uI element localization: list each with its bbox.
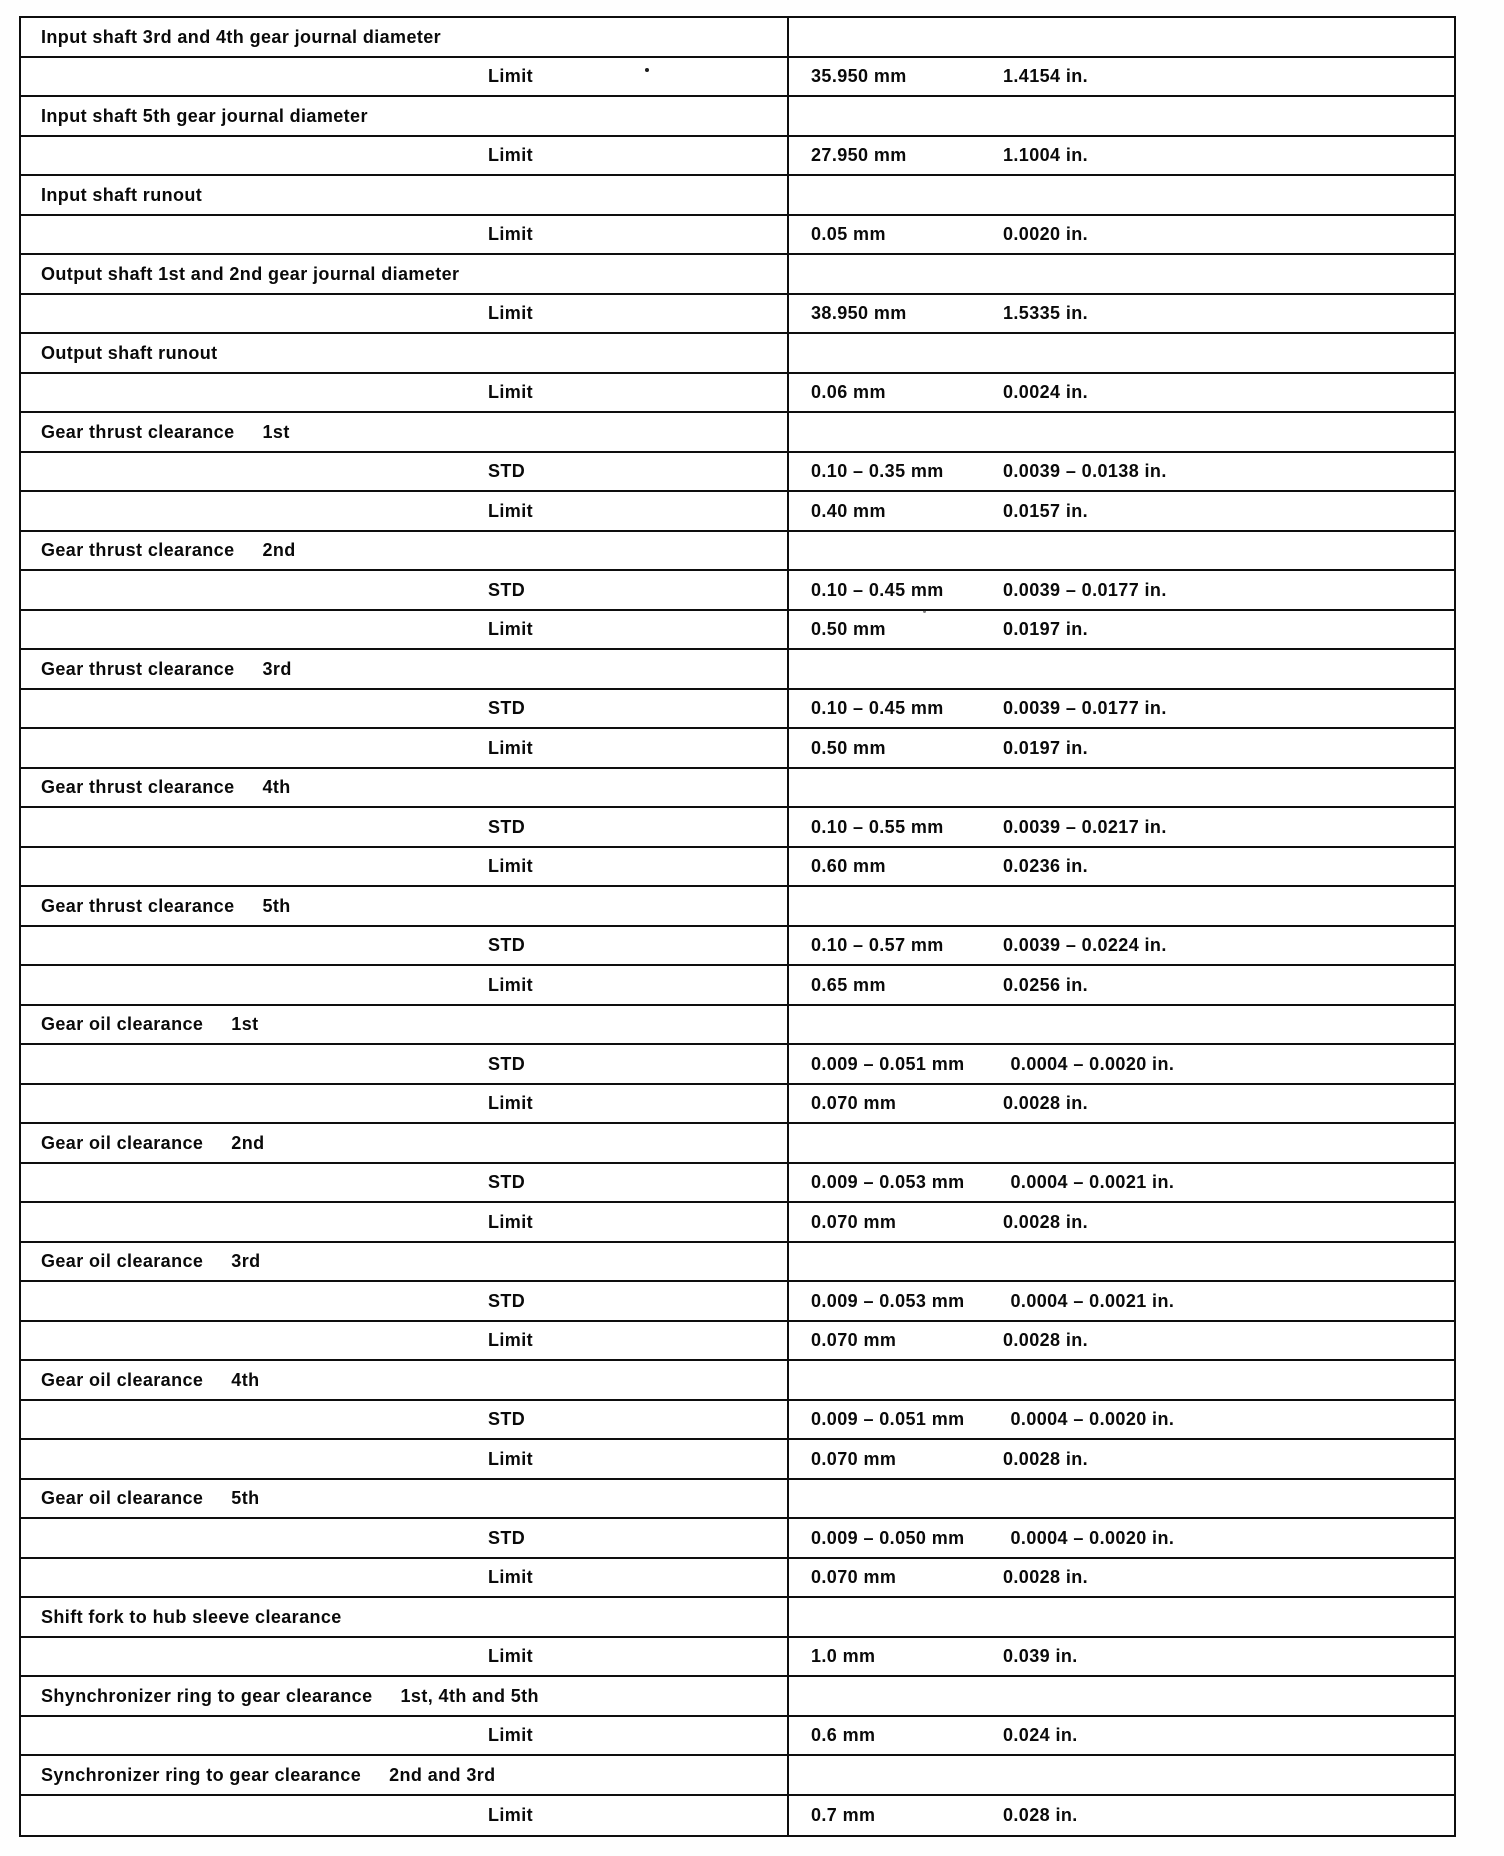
spec-kind-cell bbox=[21, 690, 789, 728]
empty-value-cell bbox=[789, 532, 1454, 570]
section-header-cell bbox=[21, 97, 789, 135]
spec-kind-label: STD bbox=[488, 935, 526, 956]
section-header-cell bbox=[21, 650, 789, 688]
spec-row bbox=[21, 1440, 1454, 1480]
empty-value-cell bbox=[789, 97, 1454, 135]
spec-value-in: 0.0197 in. bbox=[1003, 737, 1089, 758]
spec-value-cell bbox=[789, 58, 1454, 96]
spec-value-in: 0.0004 – 0.0021 in. bbox=[1010, 1172, 1175, 1193]
section-variant-label: 2nd bbox=[262, 540, 296, 561]
spec-value-in: 0.0024 in. bbox=[1003, 382, 1089, 403]
spec-kind-cell bbox=[21, 492, 789, 530]
spec-kind-cell bbox=[21, 295, 789, 333]
spec-kind-cell bbox=[21, 808, 789, 846]
spec-kind-label: Limit bbox=[488, 500, 533, 521]
spec-row bbox=[21, 611, 1454, 651]
section-variant-label: 1st bbox=[262, 421, 290, 442]
spec-value-mm: 0.50 mm bbox=[811, 619, 886, 640]
spec-value-in: 0.0004 – 0.0021 in. bbox=[1010, 1290, 1175, 1311]
section-variant-label: 3rd bbox=[262, 658, 292, 679]
section-variant-label: 5th bbox=[262, 895, 291, 916]
spec-row bbox=[21, 137, 1454, 177]
spec-kind-label: Limit bbox=[488, 66, 533, 87]
section-label: Gear oil clearance bbox=[41, 1488, 204, 1509]
section-header-cell bbox=[21, 1677, 789, 1715]
spec-value-in: 0.0039 – 0.0217 in. bbox=[1003, 816, 1167, 837]
transmission-spec-table bbox=[19, 16, 1456, 1837]
section-label: Synchronizer ring to gear clearance bbox=[41, 1764, 362, 1785]
empty-value-cell bbox=[789, 18, 1454, 56]
spec-kind-cell bbox=[21, 611, 789, 649]
spec-value-in: 0.0028 in. bbox=[1003, 1567, 1089, 1588]
section-header-row bbox=[21, 413, 1454, 453]
section-header-row bbox=[21, 334, 1454, 374]
empty-value-cell bbox=[789, 1361, 1454, 1399]
spec-value-cell bbox=[789, 1638, 1454, 1676]
spec-value-cell bbox=[789, 1519, 1454, 1557]
spec-value-cell bbox=[789, 611, 1454, 649]
spec-kind-label: STD bbox=[488, 1172, 526, 1193]
spec-value-in: 0.0236 in. bbox=[1003, 856, 1089, 877]
spec-value-cell bbox=[789, 453, 1454, 491]
spec-value-mm: 0.10 – 0.57 mm bbox=[811, 935, 944, 956]
empty-value-cell bbox=[789, 769, 1454, 807]
spec-value-mm: 0.070 mm bbox=[811, 1567, 897, 1588]
spec-value-mm: 0.10 – 0.45 mm bbox=[811, 698, 944, 719]
spec-kind-label: Limit bbox=[488, 303, 533, 324]
section-label: Gear oil clearance bbox=[41, 1251, 204, 1272]
spec-kind-cell bbox=[21, 374, 789, 412]
section-header-row bbox=[21, 532, 1454, 572]
section-variant-label: 4th bbox=[262, 777, 291, 798]
spec-kind-label: Limit bbox=[488, 619, 533, 640]
empty-value-cell bbox=[789, 413, 1454, 451]
spec-kind-label: STD bbox=[488, 579, 526, 600]
section-label: Input shaft runout bbox=[41, 184, 203, 205]
spec-kind-cell bbox=[21, 1559, 789, 1597]
spec-value-in: 0.0004 – 0.0020 in. bbox=[1010, 1527, 1175, 1548]
spec-row bbox=[21, 848, 1454, 888]
empty-value-cell bbox=[789, 1756, 1454, 1794]
section-header-row bbox=[21, 97, 1454, 137]
empty-value-cell bbox=[789, 1480, 1454, 1518]
spec-value-mm: 0.10 – 0.55 mm bbox=[811, 816, 944, 837]
section-header-row bbox=[21, 1361, 1454, 1401]
section-variant-label: 1st bbox=[231, 1014, 259, 1035]
spec-row bbox=[21, 216, 1454, 256]
spec-kind-cell bbox=[21, 1322, 789, 1360]
spec-kind-label: Limit bbox=[488, 224, 533, 245]
spec-kind-cell bbox=[21, 1085, 789, 1123]
spec-row bbox=[21, 58, 1454, 98]
spec-kind-label: Limit bbox=[488, 1805, 533, 1826]
spec-row bbox=[21, 571, 1454, 611]
spec-row bbox=[21, 1519, 1454, 1559]
section-label: Gear oil clearance bbox=[41, 1014, 204, 1035]
spec-value-mm: 0.070 mm bbox=[811, 1448, 897, 1469]
spec-kind-label: STD bbox=[488, 461, 526, 482]
spec-kind-label: Limit bbox=[488, 1093, 533, 1114]
empty-value-cell bbox=[789, 887, 1454, 925]
section-label: Input shaft 5th gear journal diameter bbox=[41, 105, 368, 126]
section-header-cell bbox=[21, 1243, 789, 1281]
spec-kind-cell bbox=[21, 571, 789, 609]
spec-kind-label: Limit bbox=[488, 1567, 533, 1588]
section-label: Output shaft 1st and 2nd gear journal diameter bbox=[41, 263, 460, 284]
spec-kind-cell bbox=[21, 453, 789, 491]
spec-value-in: 1.4154 in. bbox=[1003, 66, 1089, 87]
spec-value-in: 0.028 in. bbox=[1003, 1805, 1078, 1826]
spec-value-in: 0.0039 – 0.0177 in. bbox=[1003, 698, 1167, 719]
spec-value-mm: 0.06 mm bbox=[811, 382, 886, 403]
spec-row bbox=[21, 1085, 1454, 1125]
empty-value-cell bbox=[789, 1006, 1454, 1044]
spec-value-cell bbox=[789, 216, 1454, 254]
section-label: Gear thrust clearance bbox=[41, 777, 235, 798]
spec-row bbox=[21, 927, 1454, 967]
scan-speck bbox=[645, 68, 649, 72]
section-variant-label: 1st, 4th and 5th bbox=[400, 1685, 539, 1706]
spec-kind-cell bbox=[21, 1282, 789, 1320]
section-header-cell bbox=[21, 1361, 789, 1399]
empty-value-cell bbox=[789, 650, 1454, 688]
spec-value-in: 0.0028 in. bbox=[1003, 1093, 1089, 1114]
spec-value-cell bbox=[789, 137, 1454, 175]
section-header-cell bbox=[21, 1480, 789, 1518]
section-variant-label: 4th bbox=[231, 1369, 260, 1390]
spec-value-mm: 1.0 mm bbox=[811, 1646, 876, 1667]
spec-kind-cell bbox=[21, 1796, 789, 1836]
section-label: Gear thrust clearance bbox=[41, 540, 235, 561]
spec-value-mm: 0.50 mm bbox=[811, 737, 886, 758]
spec-kind-label: Limit bbox=[488, 1725, 533, 1746]
section-label: Output shaft runout bbox=[41, 342, 218, 363]
spec-row bbox=[21, 808, 1454, 848]
spec-value-in: 0.0256 in. bbox=[1003, 974, 1089, 995]
section-variant-label: 2nd bbox=[231, 1132, 265, 1153]
spec-value-mm: 0.009 – 0.051 mm bbox=[811, 1053, 965, 1074]
spec-row bbox=[21, 453, 1454, 493]
spec-value-cell bbox=[789, 1203, 1454, 1241]
spec-kind-label: Limit bbox=[488, 1448, 533, 1469]
spec-kind-cell bbox=[21, 216, 789, 254]
spec-value-cell bbox=[789, 1559, 1454, 1597]
spec-value-mm: 0.65 mm bbox=[811, 974, 886, 995]
spec-value-cell bbox=[789, 295, 1454, 333]
spec-value-mm: 0.070 mm bbox=[811, 1093, 897, 1114]
spec-value-cell bbox=[789, 1085, 1454, 1123]
empty-value-cell bbox=[789, 1598, 1454, 1636]
spec-row bbox=[21, 1717, 1454, 1757]
spec-value-cell bbox=[789, 729, 1454, 767]
spec-value-cell bbox=[789, 1282, 1454, 1320]
spec-kind-cell bbox=[21, 848, 789, 886]
spec-kind-label: Limit bbox=[488, 974, 533, 995]
spec-value-cell bbox=[789, 927, 1454, 965]
spec-kind-cell bbox=[21, 1045, 789, 1083]
spec-value-mm: 38.950 mm bbox=[811, 303, 907, 324]
spec-value-cell bbox=[789, 808, 1454, 846]
spec-value-mm: 0.10 – 0.35 mm bbox=[811, 461, 944, 482]
spec-value-cell bbox=[789, 1440, 1454, 1478]
spec-value-in: 0.0028 in. bbox=[1003, 1330, 1089, 1351]
spec-value-cell bbox=[789, 1401, 1454, 1439]
spec-kind-label: STD bbox=[488, 816, 526, 837]
spec-kind-label: STD bbox=[488, 1290, 526, 1311]
spec-value-mm: 0.009 – 0.050 mm bbox=[811, 1527, 965, 1548]
spec-kind-label: Limit bbox=[488, 382, 533, 403]
section-variant-label: 2nd and 3rd bbox=[389, 1764, 496, 1785]
spec-row bbox=[21, 1203, 1454, 1243]
spec-value-in: 0.0039 – 0.0177 in. bbox=[1003, 579, 1167, 600]
spec-value-cell bbox=[789, 492, 1454, 530]
spec-value-cell bbox=[789, 374, 1454, 412]
spec-kind-cell bbox=[21, 1519, 789, 1557]
section-header-row bbox=[21, 18, 1454, 58]
spec-kind-label: Limit bbox=[488, 1330, 533, 1351]
spec-kind-cell bbox=[21, 729, 789, 767]
section-header-row bbox=[21, 1756, 1454, 1796]
section-label: Gear oil clearance bbox=[41, 1369, 204, 1390]
spec-kind-label: STD bbox=[488, 1409, 526, 1430]
section-header-cell bbox=[21, 176, 789, 214]
spec-value-mm: 0.070 mm bbox=[811, 1330, 897, 1351]
spec-row bbox=[21, 1559, 1454, 1599]
section-header-row bbox=[21, 1598, 1454, 1638]
spec-value-in: 0.0028 in. bbox=[1003, 1211, 1089, 1232]
spec-value-in: 1.1004 in. bbox=[1003, 145, 1089, 166]
section-label: Gear oil clearance bbox=[41, 1132, 204, 1153]
spec-value-mm: 0.10 – 0.45 mm bbox=[811, 579, 944, 600]
spec-value-mm: 0.05 mm bbox=[811, 224, 886, 245]
section-variant-label: 5th bbox=[231, 1488, 260, 1509]
section-header-row bbox=[21, 1006, 1454, 1046]
spec-kind-cell bbox=[21, 58, 789, 96]
section-label: Input shaft 3rd and 4th gear journal diameter bbox=[41, 26, 442, 47]
spec-row bbox=[21, 374, 1454, 414]
section-header-cell bbox=[21, 334, 789, 372]
spec-row bbox=[21, 492, 1454, 532]
section-header-row bbox=[21, 255, 1454, 295]
spec-value-cell bbox=[789, 1796, 1454, 1836]
section-label: Gear thrust clearance bbox=[41, 895, 235, 916]
spec-kind-cell bbox=[21, 1164, 789, 1202]
section-label: Gear thrust clearance bbox=[41, 658, 235, 679]
section-header-cell bbox=[21, 532, 789, 570]
spec-value-cell bbox=[789, 690, 1454, 728]
spec-value-in: 1.5335 in. bbox=[1003, 303, 1089, 324]
spec-value-in: 0.024 in. bbox=[1003, 1725, 1078, 1746]
spec-value-in: 0.0197 in. bbox=[1003, 619, 1089, 640]
spec-value-cell bbox=[789, 966, 1454, 1004]
spec-value-in: 0.039 in. bbox=[1003, 1646, 1078, 1667]
section-header-row bbox=[21, 176, 1454, 216]
section-header-cell bbox=[21, 887, 789, 925]
empty-value-cell bbox=[789, 255, 1454, 293]
section-header-row bbox=[21, 769, 1454, 809]
spec-value-cell bbox=[789, 1322, 1454, 1360]
spec-kind-cell bbox=[21, 1203, 789, 1241]
section-header-cell bbox=[21, 413, 789, 451]
spec-kind-cell bbox=[21, 1717, 789, 1755]
spec-row bbox=[21, 966, 1454, 1006]
spec-value-cell bbox=[789, 1717, 1454, 1755]
section-header-cell bbox=[21, 1006, 789, 1044]
spec-kind-label: Limit bbox=[488, 145, 533, 166]
section-variant-label: 3rd bbox=[231, 1251, 261, 1272]
section-header-row bbox=[21, 887, 1454, 927]
spec-value-mm: 0.7 mm bbox=[811, 1805, 876, 1826]
empty-value-cell bbox=[789, 334, 1454, 372]
section-header-row bbox=[21, 1480, 1454, 1520]
spec-value-mm: 0.009 – 0.053 mm bbox=[811, 1290, 965, 1311]
empty-value-cell bbox=[789, 1124, 1454, 1162]
spec-value-mm: 0.009 – 0.053 mm bbox=[811, 1172, 965, 1193]
spec-row bbox=[21, 1282, 1454, 1322]
spec-row bbox=[21, 1796, 1454, 1836]
spec-value-mm: 0.009 – 0.051 mm bbox=[811, 1409, 965, 1430]
section-header-row bbox=[21, 1124, 1454, 1164]
spec-value-mm: 27.950 mm bbox=[811, 145, 907, 166]
spec-kind-label: Limit bbox=[488, 856, 533, 877]
spec-kind-cell bbox=[21, 1638, 789, 1676]
spec-value-in: 0.0004 – 0.0020 in. bbox=[1010, 1053, 1175, 1074]
spec-kind-label: Limit bbox=[488, 737, 533, 758]
scan-speck bbox=[923, 610, 926, 613]
spec-row bbox=[21, 1045, 1454, 1085]
empty-value-cell bbox=[789, 176, 1454, 214]
spec-value-mm: 0.070 mm bbox=[811, 1211, 897, 1232]
spec-value-cell bbox=[789, 1045, 1454, 1083]
spec-kind-label: STD bbox=[488, 698, 526, 719]
spec-kind-cell bbox=[21, 1440, 789, 1478]
empty-value-cell bbox=[789, 1677, 1454, 1715]
spec-value-cell bbox=[789, 571, 1454, 609]
section-header-cell bbox=[21, 18, 789, 56]
section-label: Gear thrust clearance bbox=[41, 421, 235, 442]
spec-row bbox=[21, 295, 1454, 335]
spec-kind-label: STD bbox=[488, 1527, 526, 1548]
spec-row bbox=[21, 729, 1454, 769]
spec-row bbox=[21, 1322, 1454, 1362]
spec-value-in: 0.0039 – 0.0138 in. bbox=[1003, 461, 1167, 482]
spec-value-in: 0.0020 in. bbox=[1003, 224, 1089, 245]
section-label: Shynchronizer ring to gear clearance bbox=[41, 1685, 373, 1706]
spec-value-in: 0.0004 – 0.0020 in. bbox=[1010, 1409, 1175, 1430]
spec-kind-cell bbox=[21, 1401, 789, 1439]
spec-value-in: 0.0157 in. bbox=[1003, 500, 1089, 521]
spec-value-mm: 0.6 mm bbox=[811, 1725, 876, 1746]
spec-row bbox=[21, 1401, 1454, 1441]
section-header-cell bbox=[21, 1124, 789, 1162]
spec-row bbox=[21, 1638, 1454, 1678]
section-header-row bbox=[21, 650, 1454, 690]
spec-kind-cell bbox=[21, 966, 789, 1004]
spec-kind-label: Limit bbox=[488, 1646, 533, 1667]
spec-row bbox=[21, 690, 1454, 730]
spec-kind-label: Limit bbox=[488, 1211, 533, 1232]
spec-value-cell bbox=[789, 1164, 1454, 1202]
spec-value-mm: 0.60 mm bbox=[811, 856, 886, 877]
section-header-cell bbox=[21, 1756, 789, 1794]
spec-kind-label: STD bbox=[488, 1053, 526, 1074]
section-header-cell bbox=[21, 1598, 789, 1636]
spec-value-mm: 0.40 mm bbox=[811, 500, 886, 521]
section-header-row bbox=[21, 1243, 1454, 1283]
empty-value-cell bbox=[789, 1243, 1454, 1281]
spec-value-in: 0.0028 in. bbox=[1003, 1448, 1089, 1469]
spec-kind-cell bbox=[21, 927, 789, 965]
spec-value-mm: 35.950 mm bbox=[811, 66, 907, 87]
spec-value-in: 0.0039 – 0.0224 in. bbox=[1003, 935, 1167, 956]
section-header-cell bbox=[21, 769, 789, 807]
section-header-row bbox=[21, 1677, 1454, 1717]
spec-kind-cell bbox=[21, 137, 789, 175]
section-header-cell bbox=[21, 255, 789, 293]
section-label: Shift fork to hub sleeve clearance bbox=[41, 1606, 342, 1627]
spec-row bbox=[21, 1164, 1454, 1204]
spec-value-cell bbox=[789, 848, 1454, 886]
